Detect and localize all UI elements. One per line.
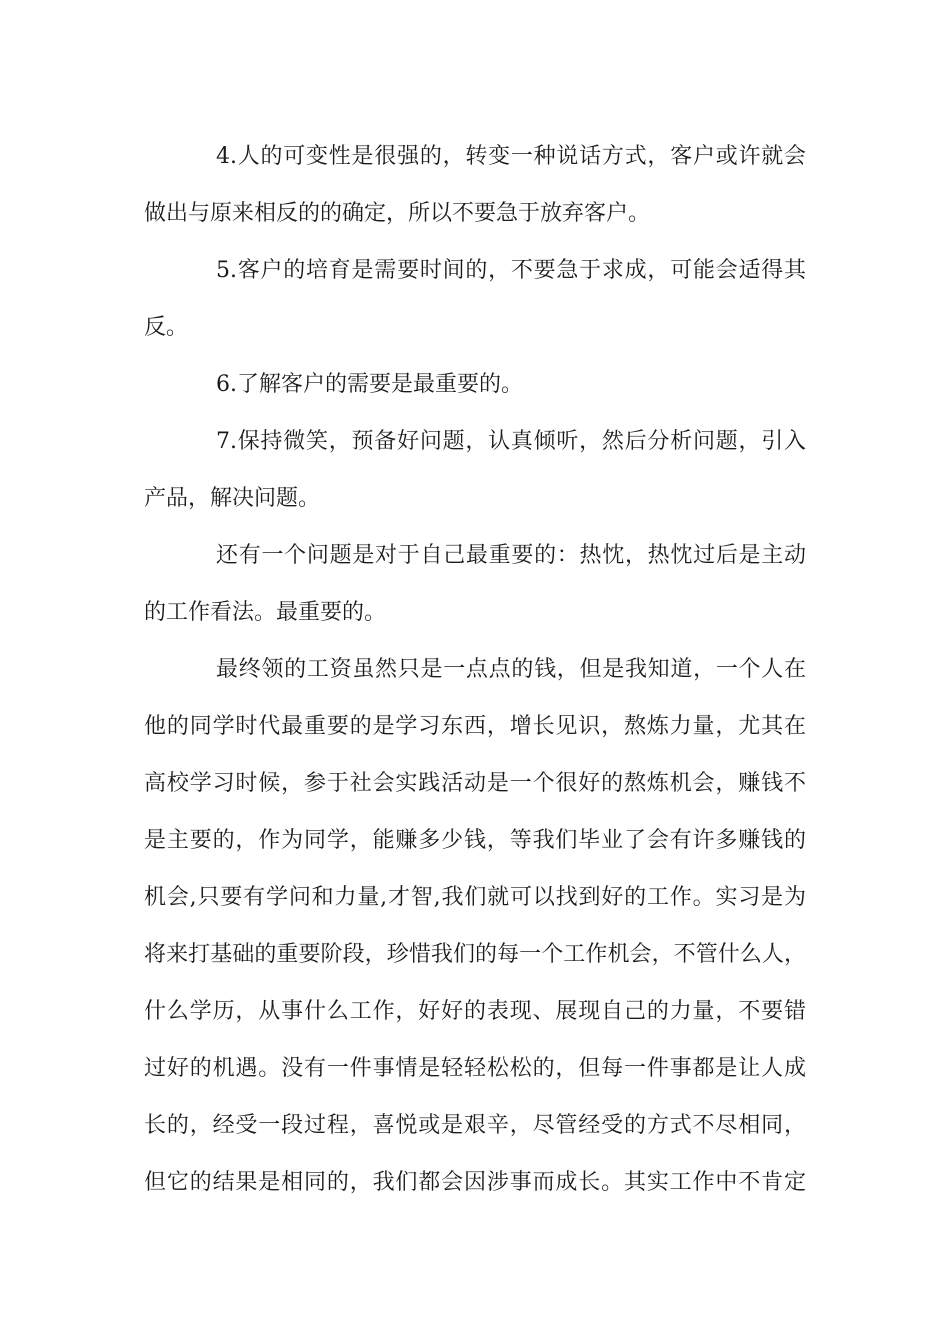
text-line: 长的，经受一段过程，喜悦或是艰辛，尽管经受的方式不尽相同，: [144, 1113, 806, 1138]
text-line: 最终领的工资虽然只是一点点的钱，但是我知道，一个人在: [216, 657, 806, 682]
text-line: 什么学历，从事什么工作，好好的表现、展现自己的力量，不要错: [144, 999, 806, 1024]
text-line: 机会,只要有学问和力量,才智,我们就可以找到好的工作。实习是为: [144, 885, 806, 910]
text-line: 还有一个问题是对于自己最重要的：热忱，热忱过后是主动: [216, 543, 806, 568]
text-line: 7.保持微笑，预备好问题，认真倾听，然后分析问题，引入: [216, 429, 806, 454]
text-line: 5.客户的培育是需要时间的，不要急于求成，可能会适得其: [216, 258, 806, 283]
text-line: 6.了解客户的需要是最重要的。: [216, 372, 523, 397]
text-line: 他的同学时代最重要的是学习东西，增长见识，熬炼力量，尤其在: [144, 714, 806, 739]
text-line: 但它的结果是相同的，我们都会因涉事而成长。其实工作中不肯定: [144, 1170, 806, 1195]
text-line: 是主要的，作为同学，能赚多少钱，等我们毕业了会有许多赚钱的: [144, 828, 806, 853]
text-line: 做出与原来相反的的确定，所以不要急于放弃客户。: [144, 201, 651, 226]
body-text: [144, 128, 806, 1211]
text-line: 的工作看法。最重要的。: [144, 600, 387, 625]
text-line: 产品，解决问题。: [144, 486, 321, 511]
text-line: 4.人的可变性是很强的，转变一种说话方式，客户或许就会: [216, 144, 806, 169]
text-line: 将来打基础的重要阶段，珍惜我们的每一个工作机会，不管什么人，: [144, 942, 806, 967]
text-line: 高校学习时候，参于社会实践活动是一个很好的熬炼机会，赚钱不: [144, 771, 806, 796]
text-line: 反。: [144, 315, 189, 340]
text-line: 过好的机遇。没有一件事情是轻轻松松的，但每一件事都是让人成: [144, 1056, 806, 1081]
